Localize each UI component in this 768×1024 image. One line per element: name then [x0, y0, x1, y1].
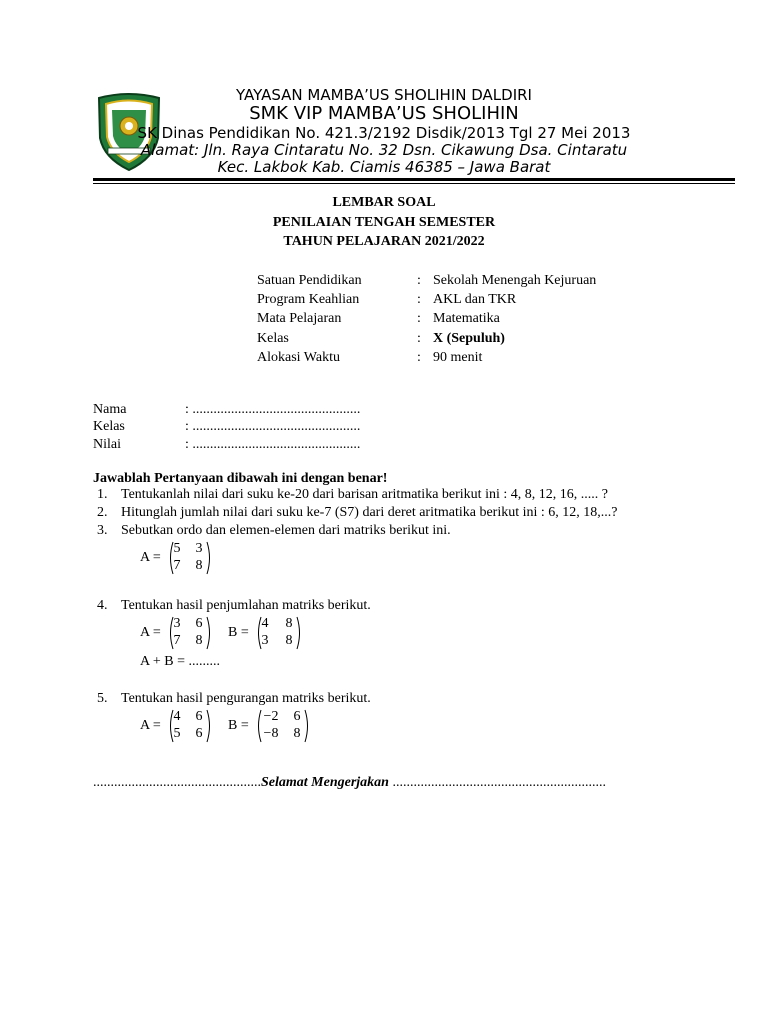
info-row: [257, 331, 657, 350]
matrix-cell: 3: [173, 616, 181, 631]
matrix-q4-b: [228, 616, 308, 652]
matrix-q3-a: [140, 541, 220, 577]
school-name: SMK VIP MAMBA’US SHOLIHIN: [249, 103, 519, 124]
question-text: Tentukan hasil pengurangan matriks berikut.: [121, 691, 371, 706]
question-number: 2.: [97, 505, 108, 520]
matrix-label: A =: [140, 550, 161, 565]
matrix-cell: 5: [173, 541, 181, 556]
question-number: 3.: [97, 523, 108, 538]
matrix-q4-a: [140, 616, 220, 652]
question-text: Sebutkan ordo dan elemen-elemen dari matriks berikut ini.: [121, 523, 451, 538]
question-text: Hitunglah jumlah nilai dari suku ke-7 (S7) dari deret aritmatika berikut ini : 6, 12, 18,...?: [121, 505, 618, 520]
matrix-cell: 5: [173, 726, 181, 741]
matrix-cell: 8: [195, 633, 203, 648]
info-row: [257, 350, 657, 369]
header-rule-thin: [93, 183, 735, 184]
info-row: [257, 292, 657, 311]
info-colon: :: [417, 273, 421, 288]
decree-line: SK Dinas Pendidikan No. 421.3/2192 Disdik/2013 Tgl 27 Mei 2013: [137, 124, 631, 142]
sum-line: A + B = .........: [140, 654, 220, 669]
field-label: Nilai: [93, 437, 121, 452]
matrix-cell: −2: [263, 709, 279, 724]
matrix-q5-a: [140, 709, 220, 745]
matrix-cell: 6: [293, 709, 301, 724]
matrix-cell: 3: [195, 541, 203, 556]
student-field-class[interactable]: [93, 419, 413, 437]
right-paren-icon: [206, 616, 212, 650]
matrix-cell: 6: [195, 616, 203, 631]
info-value: AKL dan TKR: [433, 292, 517, 307]
student-field-name[interactable]: [93, 402, 413, 420]
matrix-label: A =: [140, 718, 161, 733]
info-value: X (Sepuluh): [433, 331, 505, 346]
matrix-cell: 6: [195, 726, 203, 741]
info-value: Sekolah Menengah Kejuruan: [433, 273, 597, 288]
closing-left-dots: ................................................: [93, 775, 261, 790]
field-blank[interactable]: : ................................................: [185, 437, 361, 452]
info-colon: :: [417, 331, 421, 346]
matrix-cell: −8: [263, 726, 279, 741]
matrix-cell: 3: [261, 633, 269, 648]
address-line-1: Alamat: Jln. Raya Cintaratu No. 32 Dsn. Cikawung Dsa. Cintaratu: [140, 141, 628, 159]
info-label: Satuan Pendidikan: [257, 273, 362, 288]
matrix-cell: 7: [173, 558, 181, 573]
question-text: Tentukanlah nilai dari suku ke-20 dari barisan aritmatika berikut ini : 4, 8, 12, 16, ..... ?: [121, 487, 608, 502]
matrix-cell: 8: [285, 633, 293, 648]
student-field-score[interactable]: [93, 437, 413, 455]
field-label: Kelas: [93, 419, 125, 434]
field-label: Nama: [93, 402, 127, 417]
matrix-label: A =: [140, 625, 161, 640]
matrix-cell: 6: [195, 709, 203, 724]
matrix-cell: 4: [173, 709, 181, 724]
info-row: [257, 273, 657, 292]
foundation-name: YAYASAN MAMBA’US SHOLIHIN DALDIRI: [236, 86, 532, 104]
info-colon: :: [417, 311, 421, 326]
matrix-label: B =: [228, 718, 249, 733]
instructions: Jawablah Pertanyaan dibawah ini dengan benar!: [93, 471, 388, 486]
doc-title-3: TAHUN PELAJARAN 2021/2022: [283, 234, 485, 249]
matrix-cell: 4: [261, 616, 269, 631]
matrix-cell: 7: [173, 633, 181, 648]
info-colon: :: [417, 292, 421, 307]
info-row: [257, 311, 657, 330]
header-rule-thick: [93, 178, 735, 181]
matrix-label: B =: [228, 625, 249, 640]
info-colon: :: [417, 350, 421, 365]
info-label: Alokasi Waktu: [257, 350, 340, 365]
question-number: 4.: [97, 598, 108, 613]
info-label: Kelas: [257, 331, 289, 346]
right-paren-icon: [296, 616, 302, 650]
doc-title-2: PENILAIAN TENGAH SEMESTER: [272, 215, 496, 230]
info-value: 90 menit: [433, 350, 483, 365]
matrix-cell: 8: [195, 558, 203, 573]
doc-title-1: LEMBAR SOAL: [332, 195, 436, 210]
question-text: Tentukan hasil penjumlahan matriks berikut.: [121, 598, 371, 613]
right-paren-icon: [304, 709, 310, 743]
matrix-cell: 8: [285, 616, 293, 631]
closing-right-dots: .............................................................: [388, 775, 606, 790]
closing-line: [93, 775, 733, 791]
field-blank[interactable]: : ................................................: [185, 419, 361, 434]
info-value: Matematika: [433, 311, 500, 326]
question-number: 1.: [97, 487, 108, 502]
address-line-2: Kec. Lakbok Kab. Ciamis 46385 – Jawa Barat: [217, 158, 551, 176]
right-paren-icon: [206, 541, 212, 575]
right-paren-icon: [206, 709, 212, 743]
field-blank[interactable]: : ................................................: [185, 402, 361, 417]
matrix-q5-b: [228, 709, 318, 745]
closing-text: Selamat Mengerjakan: [261, 775, 389, 790]
matrix-cell: 8: [293, 726, 301, 741]
question-number: 5.: [97, 691, 108, 706]
info-label: Mata Pelajaran: [257, 311, 342, 326]
info-label: Program Keahlian: [257, 292, 360, 307]
